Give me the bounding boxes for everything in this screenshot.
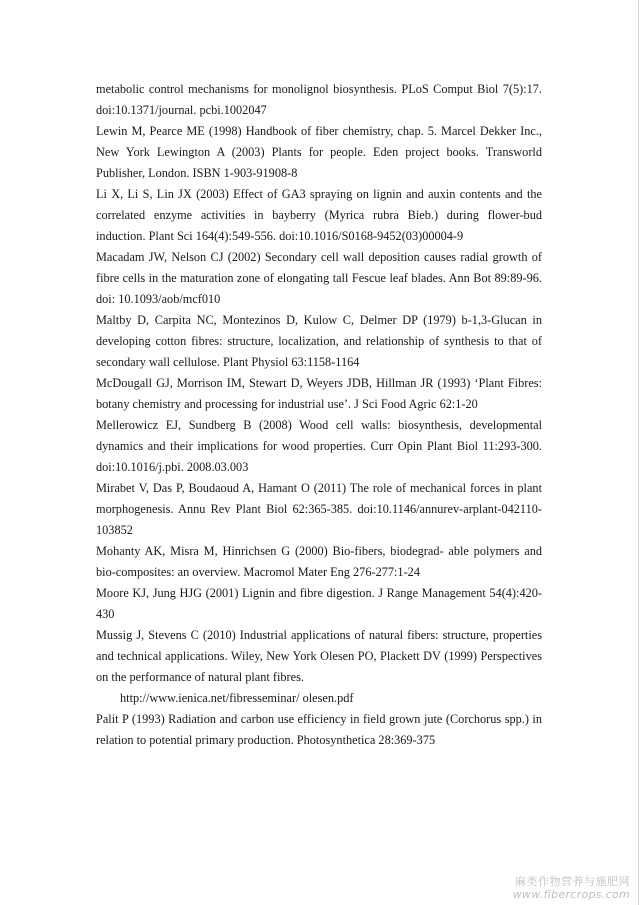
reference-entry: Maltby D, Carpita NC, Montezinos D, Kulow C, Delmer DP (1979) b-1,3-Glucan in developing cotton fibres: structure, localization, and relationship of synthesis to that of secondary wall cellulose. Plant Physiol 63:1158-1164 xyxy=(96,313,542,369)
watermark-url: www.fibercrops.com xyxy=(512,888,630,901)
reference-entry: Mirabet V, Das P, Boudaoud A, Hamant O (2011) The role of mechanical forces in plant morphogenesis. Annu Rev Plant Biol 62:365-385. doi:10.1146/annurev-arplant-042110-103852 xyxy=(96,481,542,537)
reference-entry: Mohanty AK, Misra M, Hinrichsen G (2000) Bio-fibers, biodegrad- able polymers and bio-composites: an overview. Macromol Mater Eng 276-277:1-24 xyxy=(96,544,542,579)
reference-entry-with-url xyxy=(96,625,542,709)
reference-url: http://www.ienica.net/fibresseminar/ olesen.pdf xyxy=(120,691,354,705)
site-watermark xyxy=(513,875,630,901)
watermark-chinese-text: 麻类作物营养与施肥网 xyxy=(515,875,630,888)
reference-entry: Mellerowicz EJ, Sundberg B (2008) Wood cell walls: biosynthesis, developmental dynamics and their implications for wood properties. Curr Opin Plant Biol 11:293-300. doi:10.1016/j.pbi. 2008.03.003 xyxy=(96,418,542,474)
reference-entry: Palit P (1993) Radiation and carbon use efficiency in field grown jute (Corchorus spp.) in relation to potential primary production. Photosynthetica 28:369-375 xyxy=(96,712,542,747)
reference-entry: Moore KJ, Jung HJG (2001) Lignin and fibre digestion. J Range Management 54(4):420-430 xyxy=(96,586,542,621)
reference-entry: Mussig J, Stevens C (2010) Industrial applications of natural fibers: structure, properties and technical applications. Wiley, New York Olesen PO, Plackett DV (1999) Perspectives on the performance of natural plant fibres. xyxy=(96,628,542,684)
reference-entry: Lewin M, Pearce ME (1998) Handbook of fiber chemistry, chap. 5. Marcel Dekker Inc., New York Lewington A (2003) Plants for people. Eden project books. Transworld Publisher, London. ISBN 1-903-91908-8 xyxy=(96,124,542,180)
reference-entry: Macadam JW, Nelson CJ (2002) Secondary cell wall deposition causes radial growth of fibre cells in the maturation zone of elongating tall Fescue leaf blades. Ann Bot 89:89-96. doi: 10.1093/aob/mcf010 xyxy=(96,250,542,306)
reference-entry: Li X, Li S, Lin JX (2003) Effect of GA3 spraying on lignin and auxin contents and the correlated enzyme activities in bayberry (Myrica rubra Bieb.) during flower-bud induction. Plant Sci 164(4):549-556. doi:10.1016/S0168-9452(03)00004-9 xyxy=(96,187,542,243)
reference-entry: McDougall GJ, Morrison IM, Stewart D, Weyers JDB, Hillman JR (1993) ‘Plant Fibres: botany chemistry and processing for industrial use’. J Sci Food Agric 62:1-20 xyxy=(96,376,542,411)
reference-list xyxy=(96,79,542,751)
reference-entry: metabolic control mechanisms for monolignol biosynthesis. PLoS Comput Biol 7(5):17. doi:10.1371/journal. pcbi.1002047 xyxy=(96,82,542,117)
